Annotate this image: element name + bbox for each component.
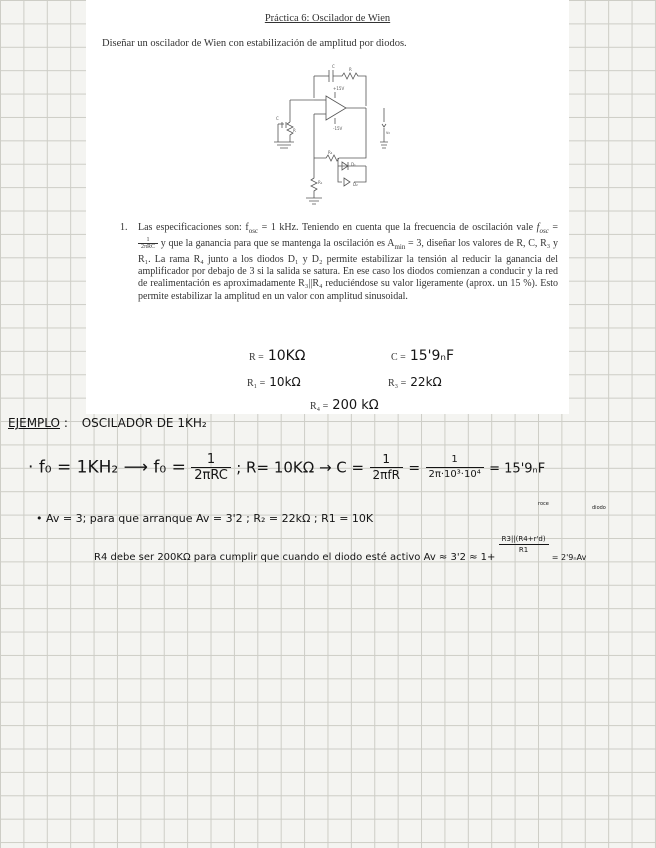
svg-text:D₁: D₁ (351, 162, 356, 167)
equals-sign: = (408, 460, 421, 477)
ejemplo-heading (8, 416, 207, 430)
answer-r1-value: 10kΩ (269, 375, 301, 389)
note-annotation-roce: roce (538, 501, 549, 507)
svg-text:+15V: +15V (333, 86, 345, 91)
note-line-1-result: = 15'9ₙF (489, 461, 546, 477)
exercise-sheet (86, 0, 569, 414)
formula-fraction (138, 237, 158, 250)
note-fraction-4 (499, 534, 549, 555)
note-line-3-result: = 2'9ₙAv (551, 553, 587, 562)
answer-r-value: 10KΩ (267, 348, 306, 364)
note-fraction-2 (370, 452, 403, 483)
note-line-3 (94, 534, 586, 563)
fraction-numerator: R3||(R4+r'd) (499, 534, 549, 545)
answer-r1-label: R₁ = (247, 378, 266, 389)
note-line-2: • Av = 3; para que arranque Av = 3'2 ; R₂ = 22kΩ ; R1 = 10K (36, 512, 374, 525)
fraction-denominator: 2πRC (194, 468, 228, 483)
answer-r4-label: R₄ = (310, 401, 329, 412)
question-number: 1. (120, 222, 128, 233)
intro-text: Diseñar un oscilador de Wien con estabilización de amplitud por diodos. (102, 38, 407, 49)
question-text-part: = 3, diseñar los valores de R, C, R₃ y R₁. La rama R₄ junto a los diodos D₁ y D₂ permite estabilizar la tensión al reducir la ganancia del amplificador por debajo de 3 si la salida se satura. En ese caso los diodos comienzan a conducir y la red de realimentación es aproximadamente R₃||R₄ reduciéndose su valor ligeramente (aprox. un 15 %). Esto permite estabilizar la amplitud en un valor con amplitud sinusoidal. (138, 238, 559, 302)
fraction-numerator: 1 (370, 452, 403, 468)
answer-c (391, 347, 454, 365)
svg-text:R: R (349, 67, 352, 72)
answer-c-value: 15'9ₙF (409, 348, 455, 364)
svg-text:R₄: R₄ (328, 150, 333, 155)
question-text-part: = 1 kHz. Teniendo en cuenta que la frecuencia de oscilación vale (258, 222, 537, 233)
svg-text:C: C (276, 116, 279, 121)
question-text-part: y que la ganancia para que se mantenga la oscilación es A (158, 238, 395, 250)
answer-r4-value: 200 kΩ (332, 398, 379, 413)
svg-text:D₂: D₂ (353, 182, 358, 187)
svg-text:C: C (332, 64, 335, 69)
answer-r3-label: R₃ = (388, 378, 407, 389)
formula-subscript: osc (539, 227, 549, 235)
ejemplo-label: EJEMPLO (8, 416, 60, 430)
question-text-part: Las especificaciones son: f (138, 222, 249, 233)
ejemplo-colon: : (63, 416, 68, 430)
bullet: · (28, 457, 34, 478)
answer-r-label: R = (249, 352, 264, 363)
svg-text:R: R (293, 128, 296, 133)
answer-r3-value: 22kΩ (410, 375, 442, 389)
ejemplo-text: OSCILADOR DE 1KH₂ (81, 416, 207, 430)
answer-c-label: C = (391, 352, 406, 363)
note-line-1-text: f₀ = 1KH₂ ⟶ f₀ = (38, 457, 186, 478)
osc-subscript: osc (248, 227, 259, 235)
note-annotation-diodo: diodo (592, 505, 606, 511)
formula-denominator: 2πRC (141, 244, 156, 251)
formula-f: f (536, 222, 540, 233)
note-fraction-1 (191, 452, 231, 483)
fraction-numerator: 1 (191, 452, 231, 468)
question-1 (120, 222, 558, 303)
question-text: Las especificaciones son: $f_{osc} = 1$ kHz. Teniendo en cuenta que la frecuencia de oscilación vale $f_{osc}$ = $\frac{1}{\text{2πRC}}$ y que la ganancia para que se mantenga la oscilación es $A_{min} = 3$, diseñar los valores de R, C, R₃ y R₁. La rama R₄ junto a los diodos D₁ y D₂ permite estabilizar la tensión al reducir la ganancia del amplificador por debajo de 3 si la salida se satura. En ese caso los diodos comienzan a conducir y la red de realimentación es aproximadamente R₃||R₄ reduciéndose su valor ligeramente (aprox. un 15 %). Esto permite estabilizar la amplitud en un valor con amplitud sinusoidal. (138, 222, 559, 302)
min-subscript: min (394, 243, 406, 252)
note-line-3-text: R4 debe ser 200KΩ para cumplir que cuando el diodo esté activo Av ≈ 3'2 ≈ 1+ (94, 552, 496, 563)
svg-text:R₁: R₁ (318, 180, 323, 185)
page-title: Práctica 6: Oscilador de Wien (264, 13, 391, 24)
answer-r1 (247, 373, 301, 391)
formula-numerator: 1 (138, 237, 158, 244)
svg-text:-15V: -15V (333, 126, 343, 131)
note-fraction-3 (426, 453, 484, 482)
wien-oscillator-circuit-diagram (254, 62, 404, 210)
fraction-denominator: 2π·10³·10⁴ (428, 469, 481, 480)
fraction-denominator: R1 (518, 546, 529, 554)
answer-r4 (310, 396, 379, 414)
answer-r3 (388, 373, 442, 391)
fraction-numerator: 1 (426, 453, 484, 468)
svg-text:v₀: v₀ (386, 130, 390, 135)
fraction-denominator: 2πfR (372, 468, 400, 482)
note-line-1-text: ; R= 10KΩ → C = (236, 458, 365, 477)
answer-r (249, 347, 306, 365)
note-line-1 (28, 452, 545, 483)
